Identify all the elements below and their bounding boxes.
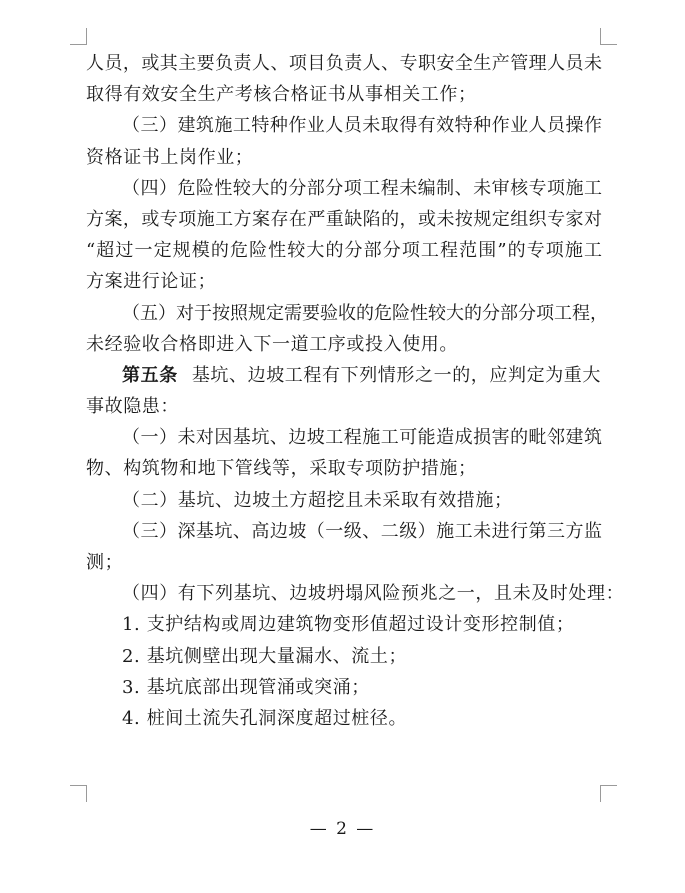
list-item: 2. 基坑侧壁出现大量漏水、流土； [122,645,408,667]
text-line: 资格证书上岗作业； [86,146,254,168]
text-line: （四）危险性较大的分部分项工程未编制、未审核专项施工 [122,177,602,199]
text-line: （二）基坑、边坡土方超挖且未采取有效措施； [122,489,513,511]
list-item: 1. 支护结构或周边建筑物变形值超过设计变形控制值； [122,614,575,636]
text-line: （五）对于按照规定需要验收的危险性较大的分部分项工程， [122,302,608,324]
text-line: 方案进行论证； [86,271,217,293]
crop-mark-bottom-right [600,785,617,802]
text-line: （一）未对因基坑、边坡工程施工可能造成损害的毗邻建筑 [122,427,602,449]
text-line: “超过一定规模的危险性较大的分部分项工程范围”的专项施工 [86,240,602,262]
list-item: 3. 基坑底部出现管涌或突涌； [122,676,370,698]
article-label: 第五条 [122,364,178,386]
text-line: （三）深基坑、高边坡（一级、二级）施工未进行第三方监 [122,520,602,542]
list-item: 4. 桩间土流失孔洞深度超过桩径。 [122,707,408,729]
crop-mark-top-left [70,28,87,45]
article-heading [86,360,602,391]
text-line: 人员，或其主要负责人、项目负责人、专职安全生产管理人员未 [86,53,602,74]
text-line: 取得有效安全生产考核合格证书从事相关工作； [86,84,477,106]
page-number: — 2 — [309,819,376,839]
text-line: （四）有下列基坑、边坡坍塌风险预兆之一，且未及时处理： [122,583,625,605]
document-body [86,48,625,734]
crop-mark-top-right [600,28,617,45]
crop-mark-bottom-left [70,785,87,802]
text-line: 物、构筑物和地下管线等，采取专项防护措施； [86,458,477,480]
text-line: 测； [86,552,124,573]
text-line: 事故隐患： [86,396,179,418]
text-line: （三）建筑施工特种作业人员未取得有效特种作业人员操作 [122,115,602,137]
text-line: 方案，或专项施工方案存在严重缺陷的，或未按规定组织专家对 [86,208,602,230]
article-heading-text: 基坑、边坡工程有下列情形之一的，应判定为重大 [191,364,602,386]
text-line: 未经验收合格即进入下一道工序或投入使用。 [86,333,458,355]
